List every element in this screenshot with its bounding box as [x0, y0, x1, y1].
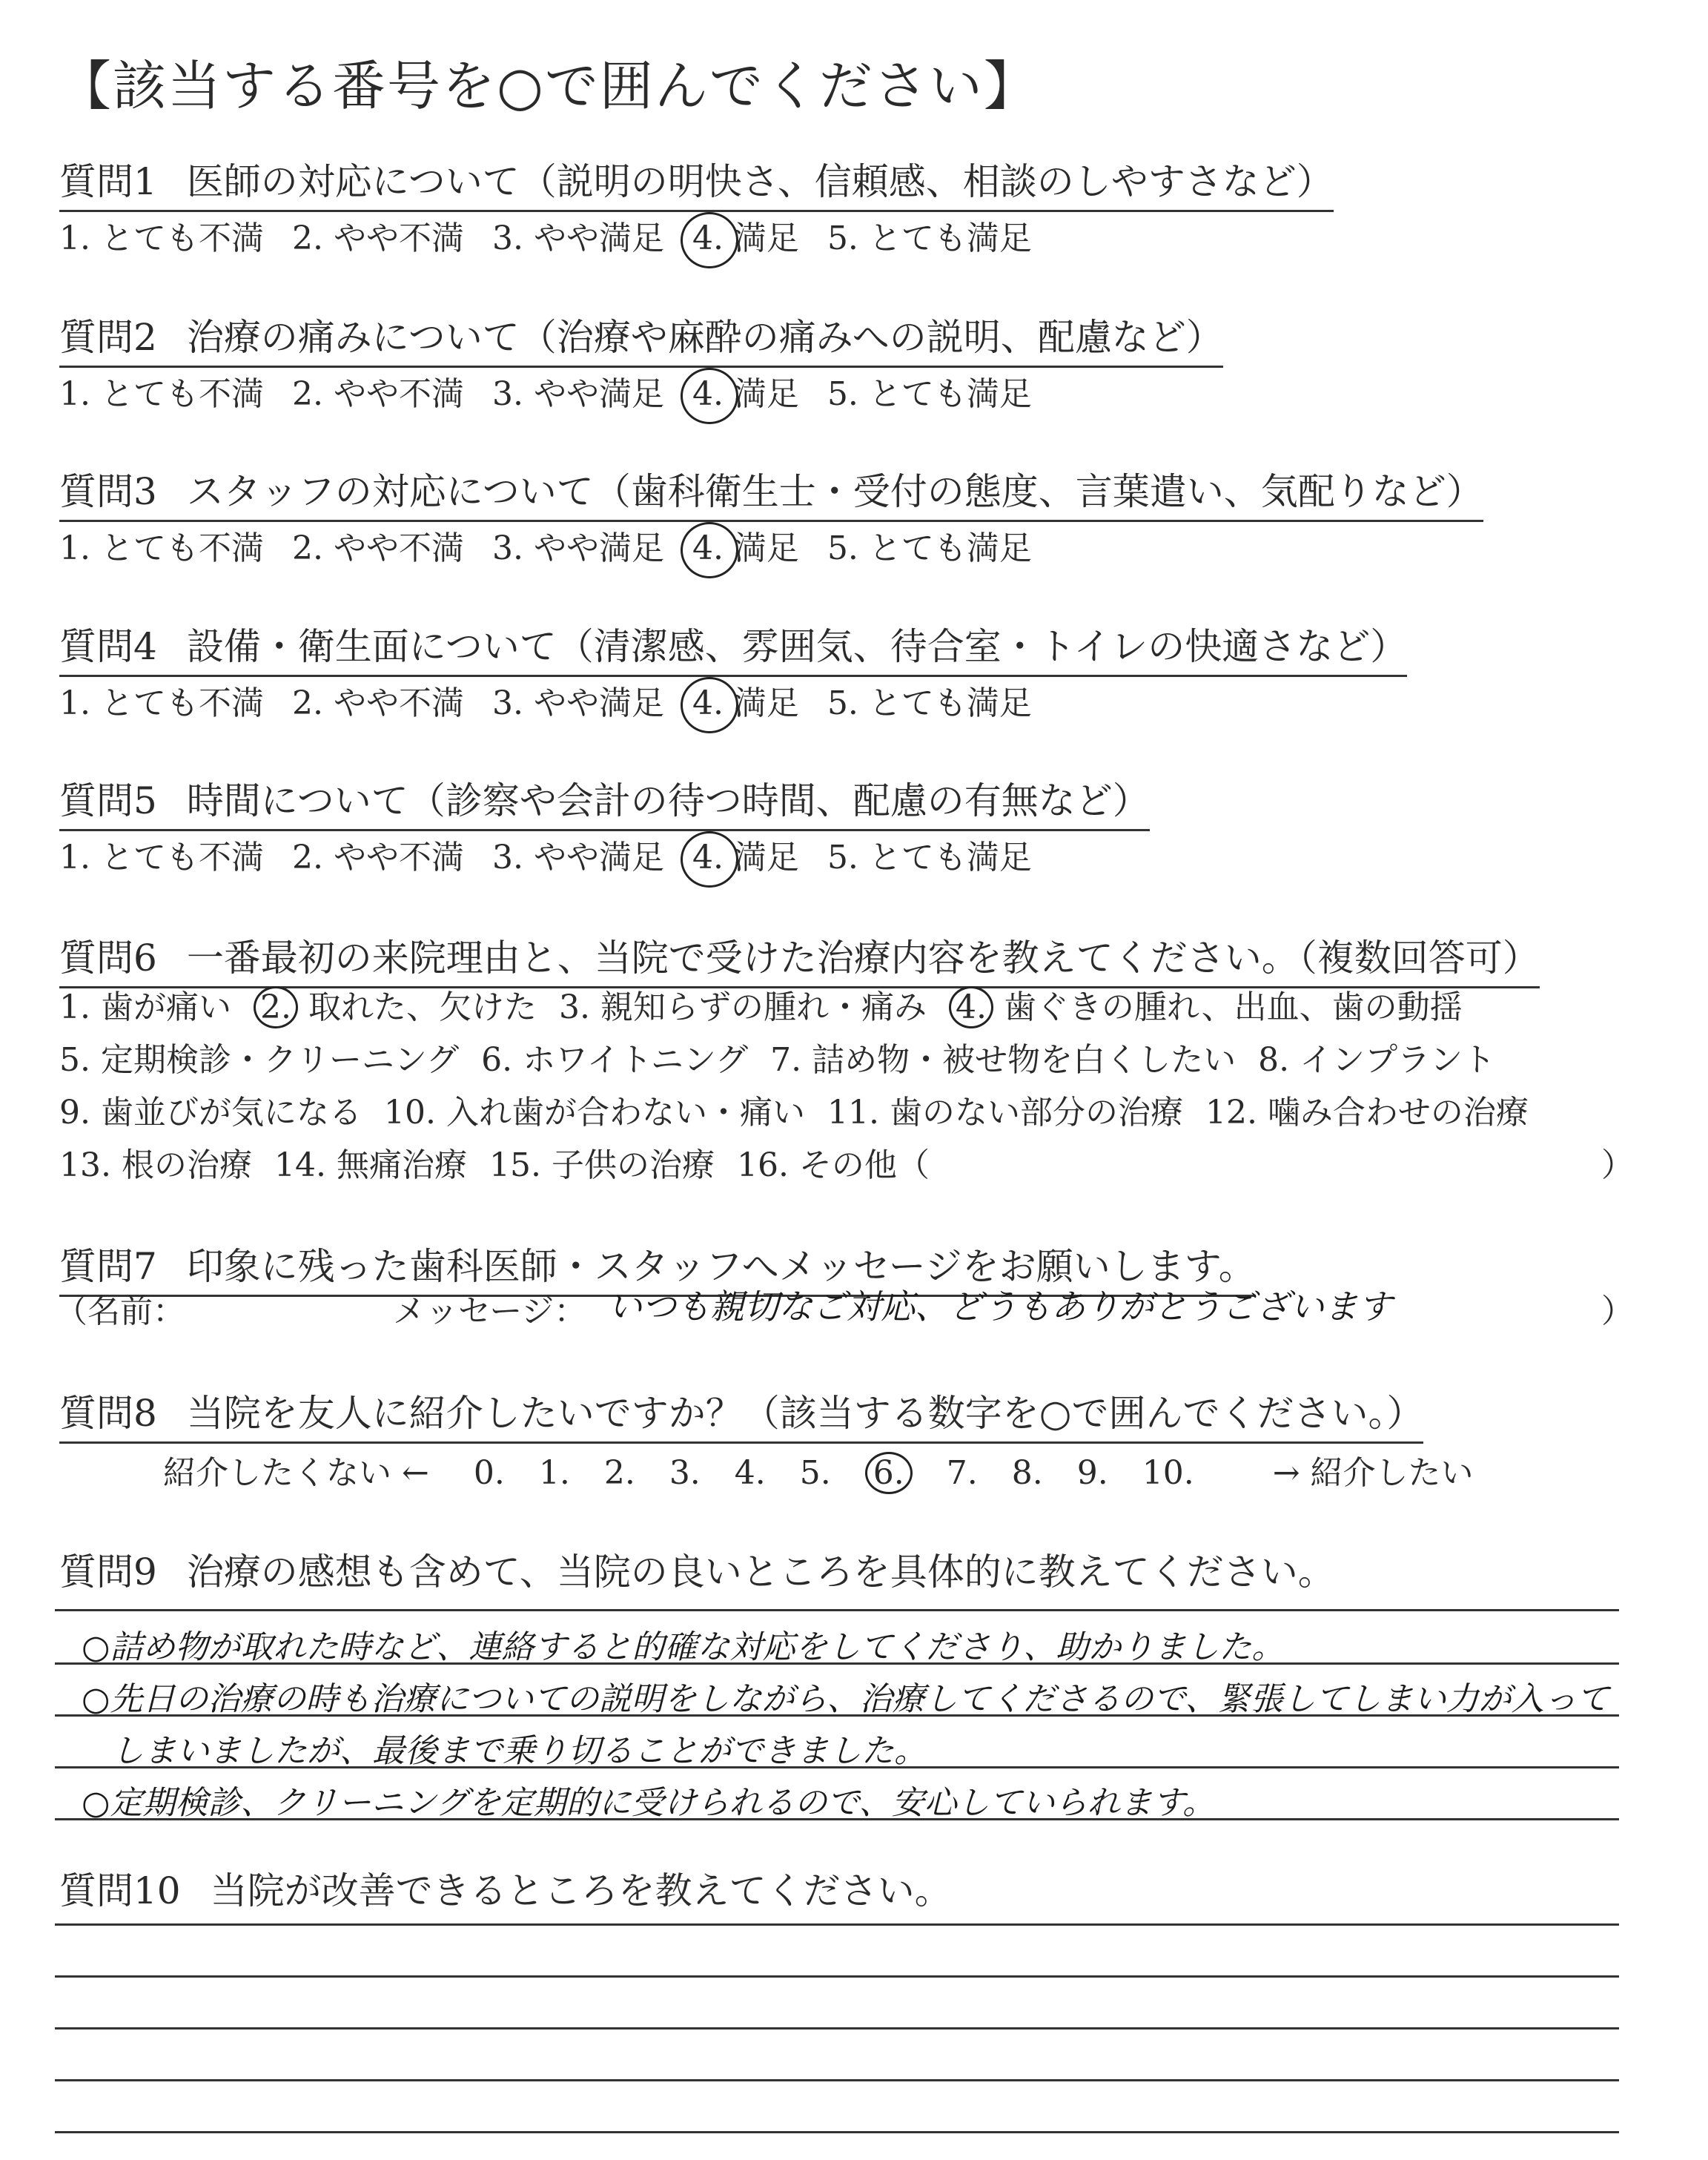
question-text: スタッフの対応について（歯科衛生士・受付の態度、言葉遣い、気配りなど）: [186, 470, 1483, 513]
scale-number[interactable]: 0.: [473, 1454, 505, 1492]
option-number: 5.: [827, 375, 858, 413]
option-number: 4.: [692, 839, 724, 876]
option-label: 歯が痛い: [100, 988, 231, 1026]
question-text: 治療の痛みについて（治療や麻酔の痛みへの説明、配慮など）: [186, 316, 1223, 359]
rating-option-selected[interactable]: [692, 211, 799, 259]
rating-option-selected[interactable]: [692, 367, 799, 415]
question-9-heading: [59, 1542, 1335, 1600]
question-number: 質問10: [59, 1869, 181, 1912]
option-label: 定期検診・クリーニング: [100, 1041, 460, 1079]
rating-option[interactable]: [59, 367, 264, 415]
option-number: 2.: [291, 219, 323, 257]
option-number[interactable]: 10.: [383, 1094, 436, 1132]
scale-numbers: [474, 1452, 1228, 1494]
page-title: 【該当する番号を○で囲んでください】: [58, 55, 1039, 117]
option-label: 満足: [733, 375, 799, 413]
rating-option[interactable]: [59, 521, 264, 569]
option-number: 1.: [59, 219, 90, 257]
scale-number[interactable]: 10.: [1142, 1454, 1194, 1492]
option-number[interactable]: 11.: [827, 1094, 879, 1132]
option-label: とても不満: [100, 375, 264, 413]
answer-line: [55, 1923, 1619, 1926]
option-label: 子供の治療: [551, 1146, 715, 1184]
question-number: 質問8: [59, 1392, 157, 1435]
option-number[interactable]: 7.: [770, 1041, 802, 1079]
option-number[interactable]: 13.: [59, 1146, 111, 1184]
scale-number[interactable]: 4.: [734, 1454, 766, 1492]
message-label: メッセージ：: [393, 1292, 587, 1330]
question-6-heading: [59, 928, 1540, 988]
question-text: 治療の感想も含めて、当院の良いところを具体的に教えてください。: [186, 1550, 1335, 1593]
scale-right-label: → 紹介したい: [1272, 1454, 1474, 1492]
answer-text[interactable]: ○定期検診、クリーニングを定期的に受けられるので、安心していられます。: [82, 1784, 1216, 1822]
question-text: 時間について（診察や会計の待つ時間、配慮の有無など）: [186, 779, 1150, 822]
question-2-heading: [59, 308, 1223, 368]
option-number: 2.: [291, 529, 323, 567]
option-number[interactable]: 3.: [558, 988, 590, 1026]
question-1-heading: [59, 152, 1334, 212]
option-label: やや不満: [333, 684, 464, 722]
option-number: 3.: [491, 529, 523, 567]
option-number: 5.: [827, 529, 858, 567]
option-label: 歯のない部分の治療: [889, 1094, 1183, 1132]
option-number[interactable]: 12.: [1205, 1094, 1257, 1132]
answer-text[interactable]: しまいましたが、最後まで乗り切ることができました。: [111, 1732, 927, 1770]
option-label: 満足: [733, 219, 799, 257]
option-number: 1.: [59, 529, 90, 567]
name-label: （名前：: [55, 1292, 185, 1330]
scale-left-label: 紹介したくない ←: [163, 1454, 429, 1492]
option-label: やや満足: [533, 529, 664, 567]
option-label: とても不満: [100, 684, 264, 722]
answer-line: [55, 1818, 1619, 1820]
rating-option-selected[interactable]: [692, 830, 799, 878]
question-5-heading: [59, 771, 1150, 831]
option-number: 3.: [491, 219, 523, 257]
rating-option-selected[interactable]: [692, 521, 799, 569]
rating-options: [59, 367, 1060, 415]
answer-line: [55, 2027, 1619, 2029]
question-text: 当院を友人に紹介したいですか？（該当する数字を○で囲んでください。）: [186, 1392, 1424, 1435]
scale-number[interactable]: 9.: [1076, 1454, 1108, 1492]
rating-options: [59, 676, 1060, 724]
option-number: 1.: [59, 839, 90, 876]
option-label: 詰め物・被せ物を白くしたい: [812, 1041, 1237, 1079]
option-number: 2.: [291, 839, 323, 876]
rating-option[interactable]: [292, 521, 464, 569]
rating-option-selected[interactable]: [692, 676, 799, 724]
option-label: とても満足: [868, 839, 1032, 876]
option-label: とても満足: [868, 684, 1032, 722]
option-label: とても満足: [868, 529, 1032, 567]
question-text: 設備・衛生面について（清潔感、雰囲気、待合室・トイレの快適さなど）: [186, 625, 1408, 668]
option-label: やや満足: [533, 839, 664, 876]
option-label: やや不満: [333, 219, 464, 257]
option-label: とても不満: [100, 219, 264, 257]
option-label: 入れ歯が合わない・痛い: [446, 1094, 805, 1132]
option-number: 3.: [491, 375, 523, 413]
answer-text[interactable]: ○先日の治療の時も治療についての説明をしながら、治療してくださるので、緊張してしまい力が入って: [82, 1680, 1609, 1718]
answer-line: [55, 2131, 1619, 2133]
message-text[interactable]: いつも親切なご対応、どうもありがとうございます: [608, 1287, 1392, 1327]
option-label: ）: [1601, 1146, 1634, 1184]
answer-line: [55, 1609, 1619, 1611]
question-text: 当院が改善できるところを教えてください。: [210, 1869, 952, 1912]
answer-line: [55, 1975, 1619, 1978]
reason-options-row: [59, 980, 1485, 1028]
option-number: 2.: [291, 684, 323, 722]
reason-options-row: [59, 1138, 1634, 1186]
rating-options: [59, 830, 1060, 878]
option-number: 1.: [59, 375, 90, 413]
scale-number[interactable]: 1.: [538, 1454, 570, 1492]
question-number: 質問3: [59, 470, 157, 513]
question-text: 印象に残った歯科医師・スタッフへメッセージをお願いします。: [186, 1245, 1256, 1288]
option-number: 5.: [827, 219, 858, 257]
option-label: 満足: [733, 839, 799, 876]
rating-option[interactable]: [292, 211, 464, 259]
question-10-heading: [59, 1861, 952, 1919]
option-number[interactable]: 1.: [59, 988, 90, 1026]
option-number: 4.: [692, 684, 724, 722]
option-number[interactable]: 15.: [489, 1146, 541, 1184]
option-label: 歯並びが気になる: [100, 1094, 362, 1132]
option-number: 2.: [291, 375, 323, 413]
option-label: 歯ぐきの腫れ、出血、歯の動揺: [1003, 988, 1463, 1026]
reason-options-row: [59, 1033, 1517, 1080]
question-text: 医師の対応について（説明の明快さ、信頼感、相談のしやすさなど）: [186, 160, 1334, 203]
question-number: 質問4: [59, 625, 157, 668]
question-number: 質問1: [59, 160, 157, 203]
option-number: 4.: [692, 529, 724, 567]
question-3-heading: [59, 462, 1483, 522]
rating-option[interactable]: [492, 211, 664, 259]
rating-option[interactable]: [827, 676, 1032, 724]
option-number[interactable]: 6.: [481, 1041, 513, 1079]
answer-text[interactable]: ○詰め物が取れた時など、連絡すると的確な対応をしてくださり、助かりました。: [82, 1628, 1285, 1666]
rating-options: [59, 521, 1060, 569]
rating-option[interactable]: [827, 211, 1032, 259]
option-label: とても不満: [100, 529, 264, 567]
rating-option[interactable]: [59, 211, 264, 259]
option-label: 満足: [733, 684, 799, 722]
option-number: 1.: [59, 684, 90, 722]
answer-line: [55, 1662, 1619, 1665]
option-number-selected[interactable]: 4.: [949, 986, 993, 1028]
rating-option[interactable]: [59, 676, 264, 724]
scale-number[interactable]: 3.: [669, 1454, 701, 1492]
rating-option[interactable]: [59, 830, 264, 878]
option-number[interactable]: 8.: [1258, 1041, 1290, 1079]
scale-number[interactable]: 8.: [1011, 1454, 1043, 1492]
rating-option[interactable]: [492, 367, 664, 415]
option-label: とても満足: [868, 219, 1032, 257]
reason-options-row: [59, 1086, 1551, 1133]
option-label: 噛み合わせの治療: [1267, 1094, 1529, 1132]
scale-number[interactable]: 7.: [946, 1454, 978, 1492]
question-number: 質問5: [59, 779, 157, 822]
rating-option[interactable]: [492, 521, 664, 569]
rating-options: [59, 211, 1060, 259]
option-number[interactable]: 14.: [274, 1146, 326, 1184]
scale-number[interactable]: 5.: [799, 1454, 831, 1492]
option-label: 無痛治療: [336, 1146, 467, 1184]
option-number[interactable]: 5.: [59, 1041, 90, 1079]
question-text: 一番最初の来院理由と、当院で受けた治療内容を教えてください。（複数回答可）: [186, 937, 1540, 980]
option-label: やや満足: [533, 375, 664, 413]
option-number: 4.: [692, 375, 724, 413]
option-number: 5.: [827, 839, 858, 876]
rating-option[interactable]: [827, 830, 1032, 878]
option-label: やや不満: [333, 375, 464, 413]
option-number[interactable]: 9.: [59, 1094, 90, 1132]
scale-number-selected[interactable]: 6.: [865, 1452, 913, 1494]
option-label: とても不満: [100, 839, 264, 876]
message-close-paren: ）: [1601, 1292, 1634, 1330]
option-label: その他（: [798, 1146, 930, 1184]
question-number: 質問6: [59, 937, 157, 980]
rating-option[interactable]: [492, 676, 664, 724]
option-label: やや満足: [533, 219, 664, 257]
question-number: 質問7: [59, 1245, 157, 1288]
rating-option[interactable]: [827, 367, 1032, 415]
option-label: インプラント: [1300, 1041, 1496, 1079]
option-label: 満足: [733, 529, 799, 567]
option-label: とても満足: [868, 375, 1032, 413]
option-number: 3.: [491, 684, 523, 722]
rating-option[interactable]: [292, 367, 464, 415]
question-8-heading: [59, 1384, 1423, 1444]
option-label: 取れた、欠けた: [308, 988, 537, 1026]
option-number-selected[interactable]: 2.: [254, 986, 298, 1028]
option-label: やや満足: [533, 684, 664, 722]
rating-option[interactable]: [827, 521, 1032, 569]
rating-option[interactable]: [492, 830, 664, 878]
answer-line: [55, 2079, 1619, 2081]
rating-option[interactable]: [292, 676, 464, 724]
scale-number[interactable]: 2.: [603, 1454, 635, 1492]
option-label: やや不満: [333, 839, 464, 876]
question-number: 質問2: [59, 316, 157, 359]
rating-option[interactable]: [292, 830, 464, 878]
question-number: 質問9: [59, 1550, 157, 1593]
answer-line: [55, 1766, 1619, 1768]
option-number[interactable]: 16.: [736, 1146, 789, 1184]
option-label: 根の治療: [121, 1146, 252, 1184]
question-4-heading: [59, 617, 1407, 677]
option-number: 4.: [692, 219, 724, 257]
option-label: やや不満: [333, 529, 464, 567]
option-label: 親知らずの腫れ・痛み: [600, 988, 927, 1026]
option-number: 5.: [827, 684, 858, 722]
answer-line: [55, 1714, 1619, 1717]
recommend-scale: [163, 1446, 1508, 1494]
option-number: 3.: [491, 839, 523, 876]
option-label: ホワイトニング: [523, 1041, 749, 1079]
